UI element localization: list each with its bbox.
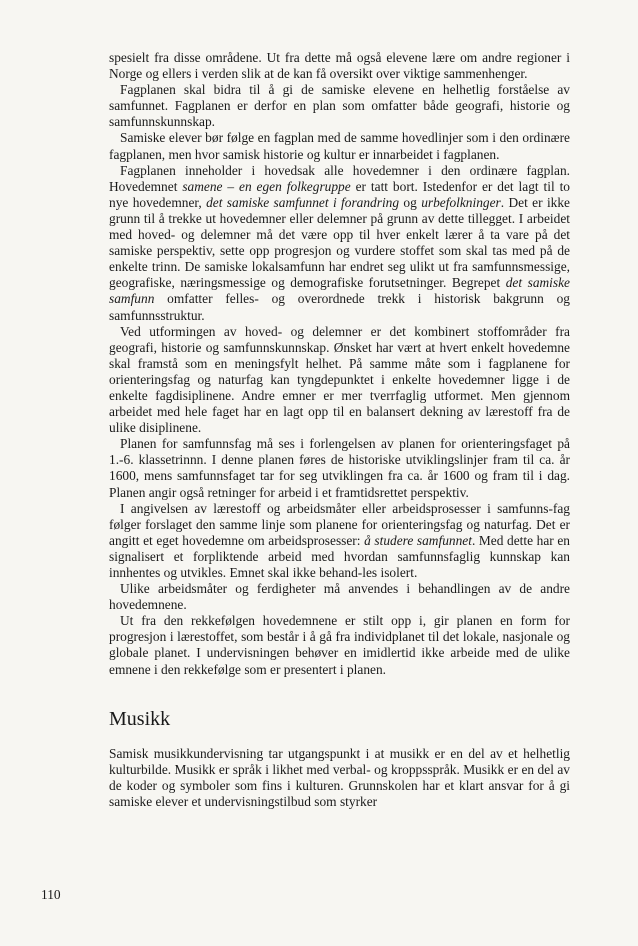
italic-term: urbefolkninger [421, 194, 501, 210]
text-run: spesielt fra disse områdene. Ut fra dette må også elevene lære om andre regioner i Norge og ellers i verden slik at de kan få oversikt over viktige sammenhenger. [109, 50, 570, 82]
paragraph [109, 436, 570, 500]
section-heading: Musikk [109, 707, 171, 730]
paragraph [109, 163, 570, 324]
text-run: Samisk musikkundervisning tar utgangspunkt i at musikk er en del av et helhetlig kulturbilde. Musikk er språk i likhet med verbal- og kroppsspråk. Musikk er en del av de koder og symboler som fins i kulturen. Grunnskolen har et klart ansvar for å gi samiske elever et undervisningstilbud som styrker [109, 745, 570, 809]
page-number: 110 [41, 887, 61, 902]
paragraph [109, 581, 570, 613]
paragraph [109, 82, 570, 130]
text-run: Samiske elever bør følge en fagplan med de samme hovedlinjer som i den ordinære fagplanen, men hvor samisk historie og kultur er innarbeidet i fagplanen. [109, 130, 570, 162]
italic-term: det samiske samfunnet i forandring [206, 194, 400, 210]
text-run: er tatt bort. Istedenfor er det lagt til to nye hovedemner, [109, 178, 570, 210]
text-run: I angivelsen av lærestoff og arbeidsmåter eller arbeidsprosesser i samfunns-fag følger forslaget den samme linje som planene for orienteringsfag og naturfag. Det er angitt et eget hovedemne om arbeidsprosesser: [109, 500, 570, 548]
text-run: Ulike arbeidsmåter og ferdigheter må anvendes i behandlingen av de andre hovedemnene. [109, 581, 570, 613]
italic-term: å studere samfunnet [364, 532, 472, 548]
text-run: og [399, 194, 422, 210]
text-run: . Det er ikke grunn til å trekke ut hovedemner eller delemner på grunn av dette tillegget. I arbeidet med hoved- og delemner må det være opp til hver enkelt lærer å ta vare på det samiske perspektiv, sette opp progresjon og vurdere stoffet som skal tas med på de enkelte trinn. De samiske lokalsamfunn har endret seg ulikt ut fra samfunnsmessige, geografiske, næringsmessige og demografiske forutsetninger. Begrepet [109, 194, 571, 291]
paragraph [109, 746, 570, 810]
text-run: Ved utformingen av hoved- og delemner er det kombinert stoffområder fra geografi, historie og samfunnskunnskap. Ønsket har vært at hvert enkelt hovedemne skal framstå som en meningsfylt helhet. På samme måte som i fagplanene for orienteringsfag og naturfag kan tyngdepunktet i enkelte hovedemner ligge i de enkelte fagdisiplinene. Andre emner er mer tverrfaglig utformet. Men gjennom arbeidet med hele faget har en lagt opp til en balansert dekning av lærestoff fra de ulike disiplinene. [109, 323, 570, 436]
text-run: omfatter felles- og overordnede trekk i historisk bakgrunn og samfunnsstruktur. [109, 291, 570, 323]
italic-term: det samiske samfunn [109, 275, 570, 307]
text-column [109, 50, 570, 810]
body-text-bottom [109, 746, 570, 810]
paragraph [109, 50, 570, 82]
body-text-top [109, 50, 570, 678]
paragraph [109, 501, 570, 581]
text-run: . Med dette har en signalisert et forpliktende arbeid med hvordan samfunnsfaglig kunnskap kan innhentes og utvikles. Emnet skal ikke behand-les isolert. [109, 532, 570, 580]
paragraph [109, 613, 570, 677]
text-run: Planen for samfunnsfag må ses i forlengelsen av planen for orienteringsfaget på 1.-6. klassetrinnn. I denne planen føres de historiske utviklingslinjer fram til ca. år 1600, mens samfunnsfaget tar for seg utviklingen fra ca. år 1600 og fram til i dag. Planen angir også retninger for arbeid i et framtidsrettet perspektiv. [109, 436, 570, 500]
italic-term: samene – en egen folkegruppe [182, 178, 351, 194]
text-run: Fagplanen skal bidra til å gi de samiske elevene en helhetlig forståelse av samfunnet. Fagplanen er derfor en plan som omfatter både geografi, historie og samfunnskunnskap. [109, 82, 570, 130]
paragraph [109, 324, 570, 437]
text-run: Fagplanen inneholder i hovedsak alle hovedemner i den ordinære fagplan. Hovedemnet [109, 162, 570, 194]
text-run: Ut fra den rekkefølgen hovedemnene er stilt opp i, gir planen en form for progresjon i lærestoffet, som består i å gå fra individplanet til det lokale, nasjonale og globale planet. I undervisningen behøver en imidlertid ikke arbeide med de ulike emnene i den rekkefølge som er presentert i planen. [109, 613, 570, 677]
paragraph [109, 130, 570, 162]
